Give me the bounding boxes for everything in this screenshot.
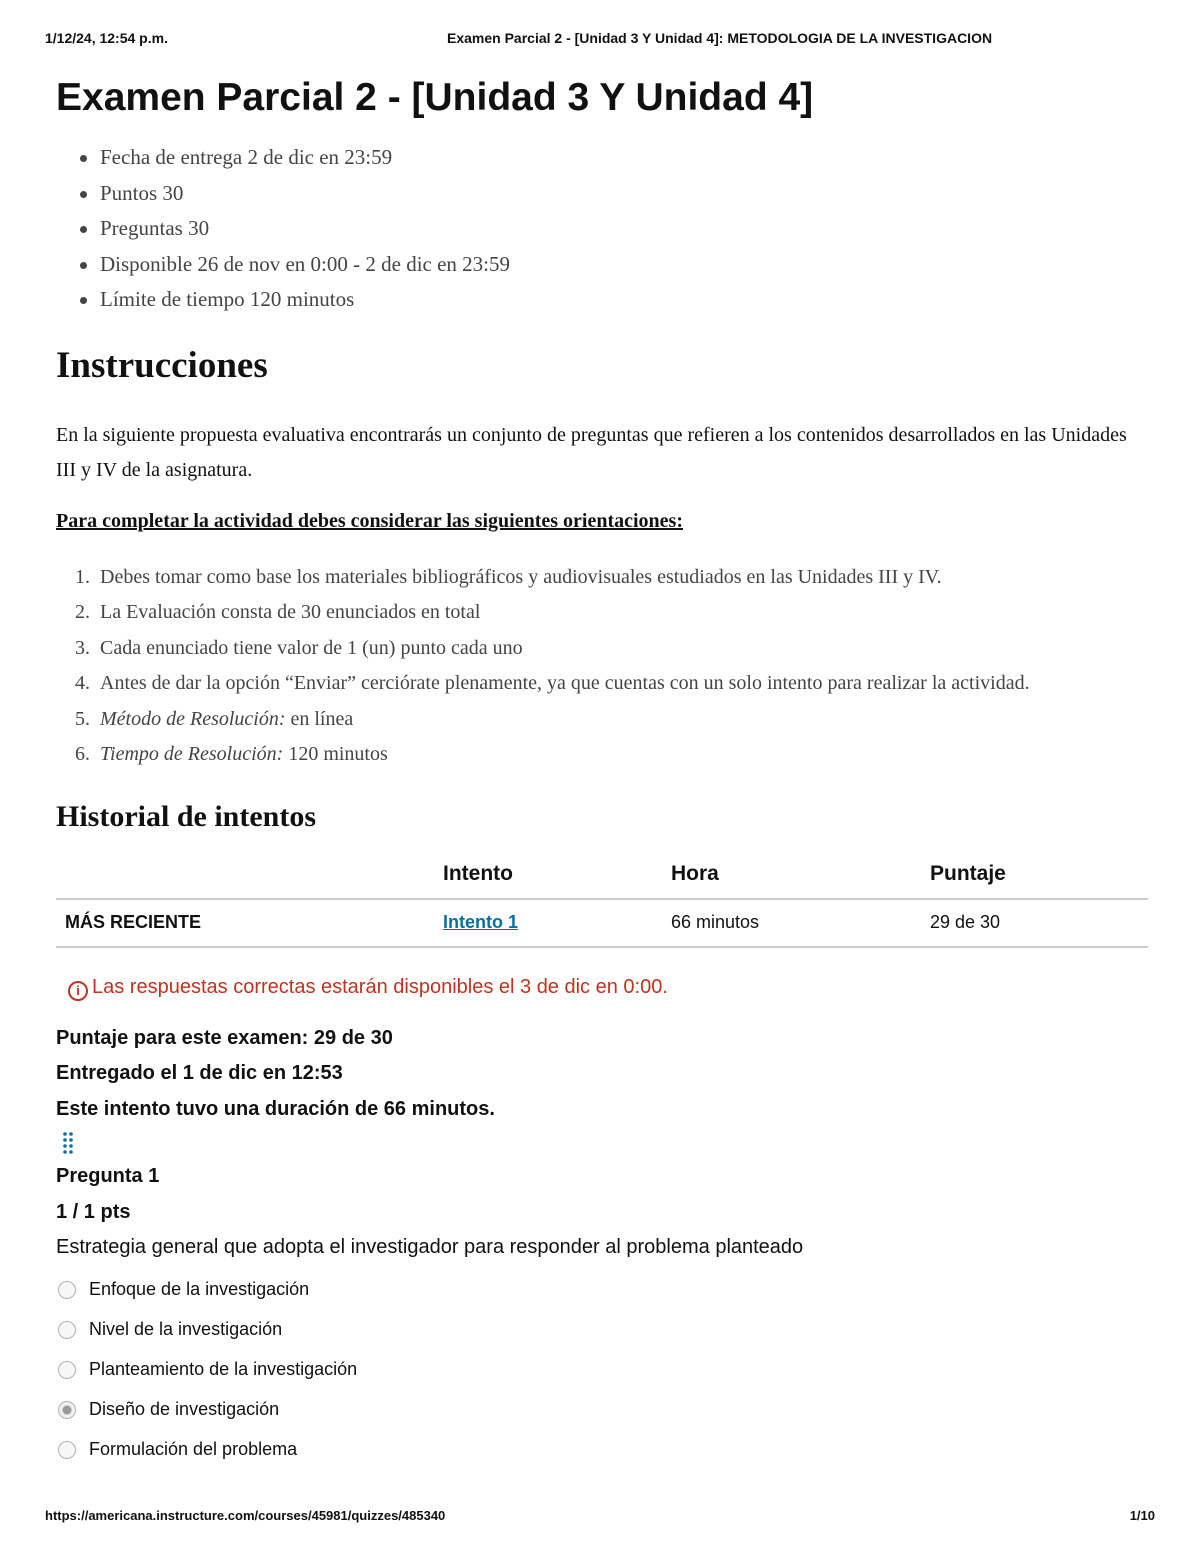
answer-text: Planteamiento de la investigación <box>89 1359 358 1379</box>
quiz-content <box>56 72 1148 1470</box>
answer-option[interactable] <box>56 1270 1148 1310</box>
step-text: Debes tomar como base los materiales bibliográficos y audiovisuales estudiados en las Unidades III y IV. <box>100 565 942 588</box>
summary-submitted: Entregado el 1 de dic en 12:53 <box>56 1062 343 1084</box>
step-item <box>56 560 1148 596</box>
print-date: 1/12/24, 12:54 p.m. <box>45 30 168 46</box>
attempt-cell <box>443 899 671 947</box>
orientations-heading: Para completar la actividad debes considerar las siguientes orientaciones: <box>56 509 683 532</box>
radio-button[interactable] <box>58 1441 76 1459</box>
attempt-history-table <box>56 851 1148 948</box>
answer-text: Diseño de investigación <box>89 1399 280 1419</box>
step-number: 2. <box>75 601 90 623</box>
step-item <box>56 631 1148 667</box>
step-text: Antes de dar la opción “Enviar” cerciórate plenamente, ya que cuentas con un solo intento para realizar la actividad. <box>100 672 1030 694</box>
step-number: 5. <box>75 707 90 730</box>
header-status <box>56 851 443 899</box>
instructions-steps <box>56 560 1148 773</box>
attempt-score: 29 de 30 <box>930 899 1148 947</box>
step-number: 1. <box>75 565 90 588</box>
step-label: Tiempo de Resolución: <box>100 743 284 765</box>
step-text: en línea <box>285 707 354 730</box>
summary-score: Puntaje para este examen: 29 de 30 <box>56 1026 393 1049</box>
answer-text: Enfoque de la investigación <box>89 1279 310 1299</box>
step-number: 6. <box>75 743 90 765</box>
meta-due-date: Fecha de entrega 2 de dic en 23:59 <box>56 140 1148 176</box>
question-title: Pregunta 1 <box>56 1165 160 1187</box>
print-page-title: Examen Parcial 2 - [Unidad 3 Y Unidad 4]: METODOLOGIA DE LA INVESTIGACION <box>447 30 993 46</box>
meta-questions: Preguntas 30 <box>56 211 1148 247</box>
answer-option[interactable] <box>56 1310 1148 1350</box>
step-text: La Evaluación consta de 30 enunciados en total <box>100 601 481 623</box>
step-text: Cada enunciado tiene valor de 1 (un) punto cada uno <box>100 636 523 659</box>
step-item <box>56 737 1148 773</box>
summary-duration: Este intento tuvo una duración de 66 minutos. <box>56 1097 495 1120</box>
radio-button[interactable] <box>58 1281 76 1299</box>
notice-text: Las respuestas correctas estarán disponibles el 3 de dic en 0:00. <box>92 975 668 998</box>
drag-handle-icon[interactable] <box>62 1131 74 1157</box>
answers-availability-notice <box>68 972 1148 1002</box>
quiz-title: Examen Parcial 2 - [Unidad 3 Y Unidad 4] <box>56 76 814 119</box>
answer-option[interactable] <box>56 1350 1148 1390</box>
attempt-summary <box>56 1021 1148 1128</box>
question-text: Estrategia general que adopta el investigador para responder al problema planteado <box>56 1236 804 1258</box>
answer-option[interactable] <box>56 1430 1148 1470</box>
instructions-title: Instrucciones <box>56 344 268 386</box>
table-header-row <box>56 851 1148 899</box>
step-label: Método de Resolución: <box>100 707 286 730</box>
step-item <box>56 595 1148 631</box>
instructions-description: En la siguiente propuesta evaluativa encontrarás un conjunto de preguntas que refieren a los contenidos desarrollados en las Unidades III y IV de la asignatura. <box>56 423 1127 481</box>
question-block <box>56 1159 1148 1470</box>
attempt-history-title: Historial de intentos <box>56 799 316 833</box>
quiz-meta-list <box>56 140 1148 318</box>
radio-button-selected[interactable] <box>58 1401 76 1419</box>
print-footer <box>45 1508 1155 1528</box>
print-header <box>45 30 1155 50</box>
header-time: Hora <box>671 851 930 899</box>
meta-available: Disponible 26 de nov en 0:00 - 2 de dic en 23:59 <box>56 247 1148 283</box>
step-item <box>56 666 1148 702</box>
meta-time-limit: Límite de tiempo 120 minutos <box>56 282 1148 318</box>
info-icon: i <box>68 981 88 1001</box>
answer-text: Nivel de la investigación <box>89 1319 283 1339</box>
answer-option[interactable] <box>56 1390 1148 1430</box>
header-score: Puntaje <box>930 851 1148 899</box>
attempt-status: MÁS RECIENTE <box>56 899 443 947</box>
step-text: 120 minutos <box>283 743 388 765</box>
step-number: 4. <box>75 672 90 694</box>
attempt-link[interactable]: Intento 1 <box>443 912 518 932</box>
radio-button[interactable] <box>58 1361 76 1379</box>
table-row <box>56 899 1148 947</box>
header-attempt: Intento <box>443 851 671 899</box>
attempt-time: 66 minutos <box>671 899 930 947</box>
question-points: 1 / 1 pts <box>56 1200 131 1223</box>
meta-points: Puntos 30 <box>56 176 1148 212</box>
radio-button[interactable] <box>58 1321 76 1339</box>
answer-list <box>56 1270 1148 1470</box>
print-url: https://americana.instructure.com/courses/45981/quizzes/485340 <box>45 1508 446 1523</box>
step-item <box>56 702 1148 738</box>
print-page-number: 1/10 <box>1129 1508 1155 1523</box>
answer-text: Formulación del problema <box>89 1439 298 1459</box>
step-number: 3. <box>75 636 90 659</box>
